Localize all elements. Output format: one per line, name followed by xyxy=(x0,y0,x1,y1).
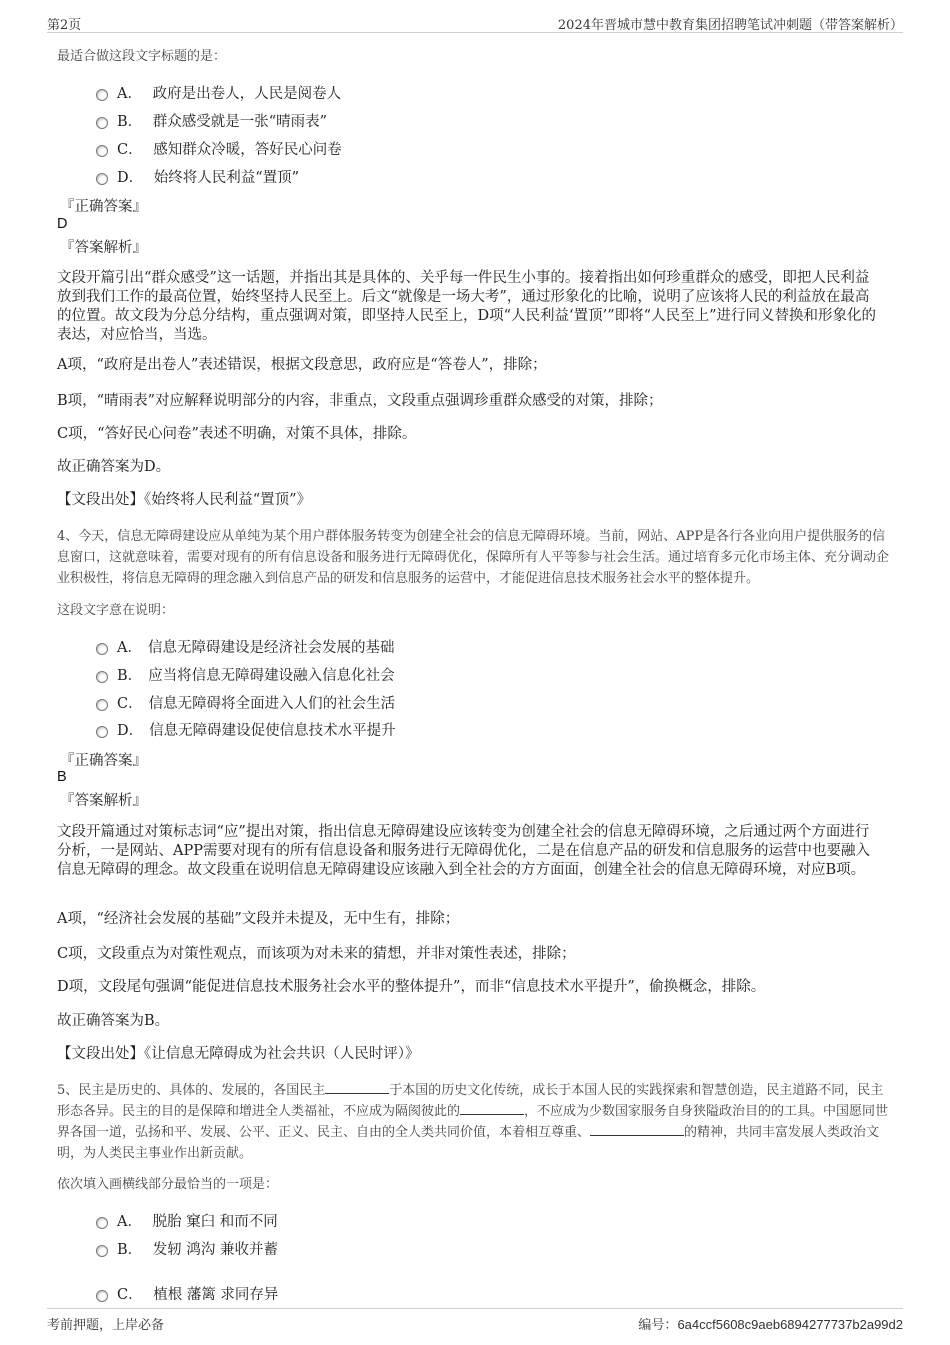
q4-source: 【文段出处】《让信息无障碍成为社会共识（人民时评）》 xyxy=(57,1046,420,1062)
radio-icon[interactable] xyxy=(96,1217,108,1229)
option-letter: B． xyxy=(117,1241,143,1258)
option-text: 脱胎 窠臼 和而不同 xyxy=(147,1213,278,1230)
page-number: 第2页 xyxy=(47,18,82,33)
q4-option-d[interactable] xyxy=(96,718,396,740)
q4-option-a[interactable] xyxy=(96,635,394,657)
option-text: 始终将人民利益“置顶” xyxy=(149,169,300,186)
document-id xyxy=(638,1314,903,1333)
q3-answer: D xyxy=(57,216,68,232)
q4-stem: 4、今天，信息无障碍建设应从单纯为某个用户群体服务转变为创建全社会的信息无障碍环境。当前，网站、APP是各行各业向用户提供服务的信息窗口，这就意味着，需要对现有的所有信息设备和服务进行无障碍优化，保障所有人平等参与社会生活。通过培育多元化市场主体、充分调动企业积极性，将信息无障碍的理念融入到信息产品的研发和信息服务的运营中，才能促进信息技术服务社会水平的整体提升。 xyxy=(57,529,890,586)
q4-conclusion: 故正确答案为B。 xyxy=(57,1013,170,1029)
radio-icon[interactable] xyxy=(96,1245,108,1257)
option-text: 政府是出卷人，人民是阅卷人 xyxy=(147,85,342,102)
q4-analysis-a: A项，“经济社会发展的基础”文段并未提及，无中生有，排除； xyxy=(57,911,460,927)
radio-icon[interactable] xyxy=(96,117,108,129)
q4-option-c[interactable] xyxy=(96,691,395,713)
q3-analysis-main: 文段开篇引出“群众感受”这一话题，并指出其是具体的、关乎每一件民生小事的。接着指出如何珍重群众的感受，即把人民利益放到我们工作的最高位置，始终坚持人民至上。后文“就像是一场大考”，通过形象化的比喻，说明了应该将人民的利益放在最高的位置。故文段为分总分结构，重点强调对策，即坚持人民至上，D项“人民利益‘置顶’”即将“人民至上”进行同义替换和形象化的表达，对应恰当，当选。 xyxy=(57,270,876,343)
option-text: 信息无障碍建设是经济社会发展的基础 xyxy=(147,639,395,656)
q5-option-c[interactable] xyxy=(96,1282,278,1304)
q4-answer-heading: 『正确答案』 xyxy=(60,753,147,769)
q4-analysis-c: C项，文段重点为对策性观点，而该项为对未来的猜想，并非对策性表述，排除； xyxy=(57,946,576,962)
option-letter: A． xyxy=(117,639,142,656)
option-letter: D． xyxy=(117,169,144,186)
q3-option-d[interactable] xyxy=(96,165,299,187)
q5-stem-part-3: ，不应成为少数国家服务自身狭隘政治目的的工具。中国愿同世界各国一道，弘扬和平、发展、公平、正义、民主、自由的全人类共同价值，本着相互尊重、 xyxy=(57,1104,889,1140)
option-text: 信息无障碍建设促使信息技术水平提升 xyxy=(149,722,396,739)
document-id-label: 编号： xyxy=(638,1318,678,1333)
option-text: 应当将信息无障碍建设融入信息化社会 xyxy=(148,667,395,684)
option-letter: C． xyxy=(117,695,143,712)
radio-icon[interactable] xyxy=(96,145,108,157)
fill-blank-3 xyxy=(590,1123,684,1136)
option-text: 群众感受就是一张“晴雨表” xyxy=(148,113,328,130)
q3-analysis-b: B项，“晴雨表”对应解释说明部分的内容，非重点，文段重点强调珍重群众感受的对策，排除； xyxy=(57,393,663,409)
radio-icon[interactable] xyxy=(96,671,108,683)
q3-answer-heading: 『正确答案』 xyxy=(60,199,147,215)
radio-icon[interactable] xyxy=(96,1290,108,1302)
page-footer xyxy=(47,1308,903,1337)
q5-stem-part-4: 的精神，共同丰富发展人类政治文明，为人类民主事业作出新贡献。 xyxy=(57,1125,880,1161)
q3-stem-tail: 最适合做这段文字标题的是： xyxy=(57,49,227,64)
q5-stem-part-2: 于本国的历史文化传统，成长于本国人民的实践探索和智慧创造，民主道路不同，民主形态各异。民主的目的是保障和增进全人类福祉，不应成为隔阂彼此的 xyxy=(57,1083,884,1119)
option-text: 植根 藩篱 求同存异 xyxy=(148,1286,279,1303)
document-title: 2024年晋城市慧中教育集团招聘笔试冲刺题（带答案解析） xyxy=(557,18,903,33)
q3-option-c[interactable] xyxy=(96,137,342,159)
q3-analysis-c: C项，“答好民心问卷”表述不明确，对策不具体，排除。 xyxy=(57,426,417,442)
q4-answer: B xyxy=(57,769,67,785)
fill-blank-2 xyxy=(460,1102,524,1115)
q5-prompt: 依次填入画横线部分最恰当的一项是： xyxy=(57,1177,279,1192)
option-letter: A． xyxy=(117,1213,142,1230)
option-letter: B． xyxy=(117,667,143,684)
q4-analysis-d: D项，文段尾句强调“能促进信息技术服务社会水平的整体提升”，而非“信息技术水平提升”，偷换概念，排除。 xyxy=(57,979,766,995)
q3-analysis-heading: 『答案解析』 xyxy=(60,240,147,256)
q4-analysis-main: 文段开篇通过对策标志词“应”提出对策，指出信息无障碍建设应该转变为创建全社会的信息无障碍环境，之后通过两个方面进行分析，一是网站、APP需要对现有的所有信息设备和服务进行无障碍优化，二是在信息产品的研发和信息服务的运营中也要融入信息无障碍的理念。故文段重在说明信息无障碍建设应该融入到全社会的方方面面，创建全社会的信息无障碍环境，对应B项。 xyxy=(57,824,870,878)
radio-icon[interactable] xyxy=(96,699,108,711)
q4-option-b[interactable] xyxy=(96,663,395,685)
q4-prompt: 这段文字意在说明： xyxy=(57,603,175,618)
q5-stem-part-1: 5、民主是历史的、具体的、发展的，各国民主 xyxy=(57,1083,326,1098)
fill-blank-1 xyxy=(325,1081,389,1094)
radio-icon[interactable] xyxy=(96,173,108,185)
option-letter: C． xyxy=(117,141,143,158)
q3-option-b[interactable] xyxy=(96,109,327,131)
option-letter: B． xyxy=(117,113,143,130)
radio-icon[interactable] xyxy=(96,643,108,655)
page-header xyxy=(47,12,903,33)
q5-option-a[interactable] xyxy=(96,1209,278,1231)
q3-analysis-a: A项，“政府是出卷人”表述错误，根据文段意思，政府应是“答卷人”，排除； xyxy=(57,357,547,373)
option-text: 发轫 鸿沟 兼收并蓄 xyxy=(148,1241,278,1258)
option-text: 信息无障碍将全面进入人们的社会生活 xyxy=(148,695,396,712)
radio-icon[interactable] xyxy=(96,726,108,738)
option-letter: C． xyxy=(117,1286,143,1303)
option-letter: A． xyxy=(117,85,142,102)
q5-option-b[interactable] xyxy=(96,1237,278,1259)
document-id-value: 6a4ccf5608c9aeb6894277737b2a99d2 xyxy=(677,1317,903,1332)
q3-option-a[interactable] xyxy=(96,81,341,103)
q5-stem xyxy=(57,1080,893,1164)
q3-conclusion: 故正确答案为D。 xyxy=(57,459,171,475)
footer-slogan: 考前押题，上岸必备 xyxy=(47,1318,165,1333)
q3-source: 【文段出处】《始终将人民利益“置顶”》 xyxy=(57,492,312,508)
option-text: 感知群众冷暖，答好民心问卷 xyxy=(148,141,342,158)
radio-icon[interactable] xyxy=(96,89,108,101)
q4-analysis-heading: 『答案解析』 xyxy=(60,793,147,809)
option-letter: D． xyxy=(117,722,144,739)
